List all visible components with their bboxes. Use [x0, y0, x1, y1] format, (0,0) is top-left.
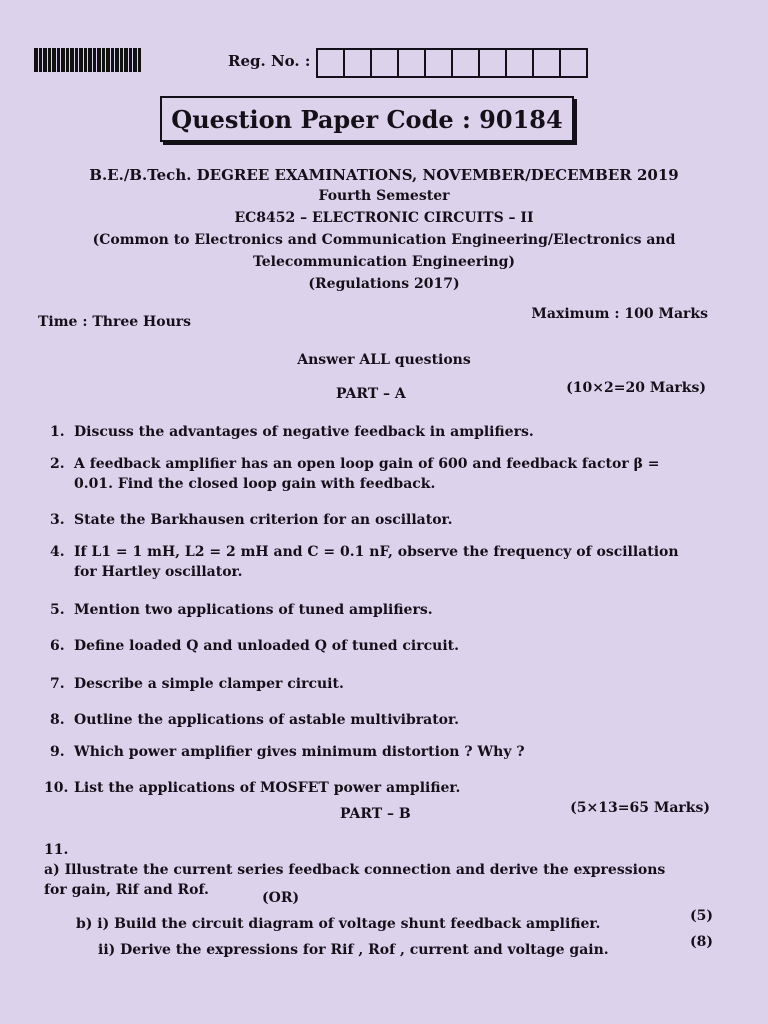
question-text: State the Barkhausen criterion for an oscillator. [74, 512, 453, 528]
question-text: Mention two applications of tuned amplifiers. [74, 602, 433, 618]
question-text: Which power amplifier gives minimum distortion ? Why ? [74, 744, 525, 760]
or-label: (OR) [262, 890, 300, 906]
question-text: Discuss the advantages of negative feedback in amplifiers. [74, 424, 534, 440]
question-number: 9. [50, 744, 65, 760]
question-item [50, 674, 710, 694]
reg-no-box [343, 48, 372, 78]
question-number: 10. [44, 780, 69, 796]
question-text: A feedback amplifier has an open loop gain of 600 and feedback factor β = 0.01. Find the closed loop gain with feedback. [74, 456, 660, 492]
regulations: (Regulations 2017) [308, 276, 460, 292]
question-item [50, 542, 710, 582]
part-a-title: PART – A [336, 386, 406, 402]
reg-no-box [559, 48, 588, 78]
question-item [50, 636, 710, 656]
part-b-title: PART – B [340, 806, 411, 822]
question-number: 6. [50, 638, 65, 654]
question-11b-i: b) i) Build the circuit diagram of voltage shunt feedback amplifier. [76, 916, 601, 932]
question-number: 1. [50, 424, 65, 440]
semester: Fourth Semester [318, 188, 450, 204]
reg-no-box [478, 48, 507, 78]
question-number: 11. [44, 842, 69, 858]
common-line-1: (Common to Electronics and Communication Engineering/Electronics and [92, 232, 676, 248]
reg-no-box [532, 48, 561, 78]
question-number: 8. [50, 712, 65, 728]
question-item [50, 422, 710, 442]
question-11b-ii-marks: (8) [690, 934, 713, 950]
barcode [34, 48, 142, 72]
reg-no-box [505, 48, 534, 78]
question-item [50, 710, 710, 730]
question-item [50, 510, 710, 530]
instruction: Answer ALL questions [297, 352, 471, 368]
reg-no-label: Reg. No. : [228, 52, 311, 70]
question-number: 3. [50, 512, 65, 528]
question-number: 7. [50, 676, 65, 692]
question-text: Outline the applications of astable multivibrator. [74, 712, 459, 728]
question-number: 4. [50, 544, 65, 560]
question-11b-i-marks: (5) [690, 908, 713, 924]
question-number: 2. [50, 456, 65, 472]
question-item [50, 742, 710, 762]
reg-no-box [451, 48, 480, 78]
reg-no-boxes [316, 48, 586, 78]
question-item [44, 778, 704, 798]
question-text: Describe a simple clamper circuit. [74, 676, 344, 692]
reg-no-box [316, 48, 345, 78]
question-text: a) Illustrate the current series feedback connection and derive the expressions for gain, Rif and Rof. [44, 862, 666, 898]
subject-title: EC8452 – ELECTRONIC CIRCUITS – II [234, 210, 534, 226]
reg-no-box [397, 48, 426, 78]
question-paper-code: Question Paper Code : 90184 [160, 96, 574, 142]
question-item [50, 454, 710, 494]
question-number: 5. [50, 602, 65, 618]
question-11b-ii: ii) Derive the expressions for Rif , Rof , current and voltage gain. [98, 942, 609, 958]
part-b-marks: (5×13=65 Marks) [570, 800, 710, 816]
question-11a [44, 840, 704, 900]
reg-no-box [424, 48, 453, 78]
time-label: Time : Three Hours [38, 314, 192, 330]
max-marks-label: Maximum : 100 Marks [531, 306, 708, 322]
reg-no-box [370, 48, 399, 78]
degree-line: B.E./B.Tech. DEGREE EXAMINATIONS, NOVEMBER/DECEMBER 2019 [89, 166, 679, 184]
question-text: Define loaded Q and unloaded Q of tuned circuit. [74, 638, 459, 654]
part-a-marks: (10×2=20 Marks) [566, 380, 706, 396]
question-text: If L1 = 1 mH, L2 = 2 mH and C = 0.1 nF, observe the frequency of oscillation for Hartley oscillator. [74, 544, 679, 580]
question-item [50, 600, 710, 620]
question-text: List the applications of MOSFET power amplifier. [74, 780, 461, 796]
common-line-2: Telecommunication Engineering) [252, 254, 516, 270]
